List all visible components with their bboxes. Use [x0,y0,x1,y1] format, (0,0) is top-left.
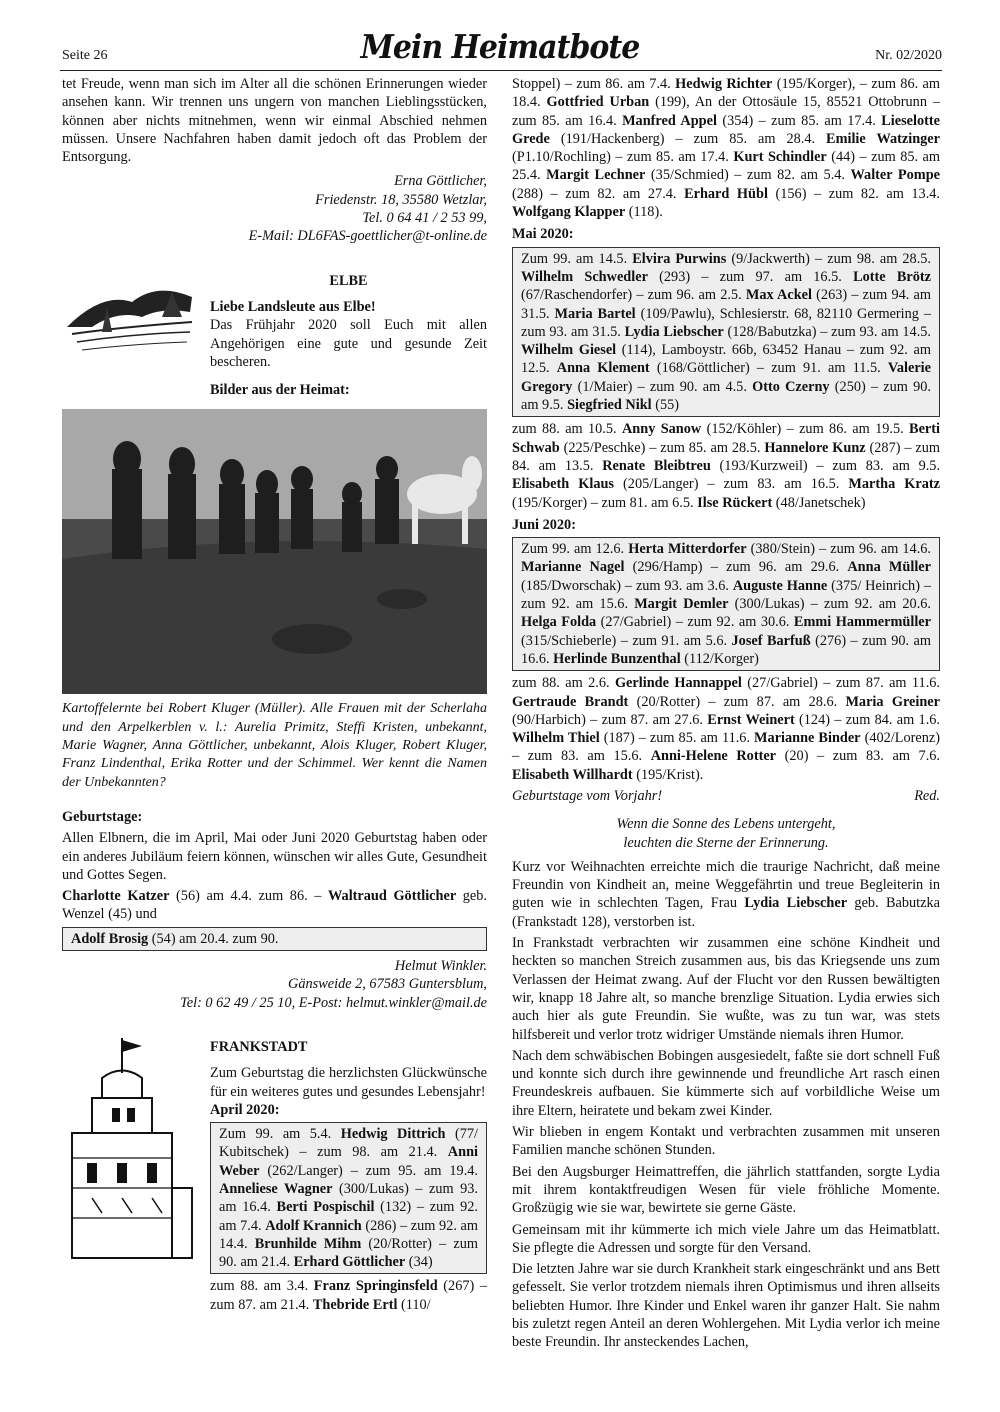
text-run: (288) – zum 82. am 27.4. [512,185,685,202]
text-run: (375/ Heinrich) – zum 92. am 15.6. [521,577,931,613]
person-name: Lydia Liebscher [624,323,724,340]
text-run: (54) am 20.4. zum 90. [148,930,279,947]
text-run: (109/Pawlu), Schlesierstr. 68, 82110 Germering – zum 93. am 31.5. [521,305,932,340]
text-run: (205/Langer) – zum 83. am 16.5. [614,476,849,493]
harvest-photo [62,409,487,694]
text-run: (56) am 4.4. zum 86. – [169,888,329,905]
text-run: (300/Lukas) – zum 93. am 16.4. [219,1180,478,1216]
signature-goettlicher: Erna Göttlicher, Friedenstr. 18, 35580 Wetzlar, Tel. 0 64 41 / 2 53 99, E-Mail: DL6FAS-goettlicher@t-online.de [248,173,487,245]
person-name: Adolf Brosig [71,930,149,947]
text-run: (402/Lorenz) – zum 83. am 15.6. [512,730,940,765]
person-name: Charlotte Katzer [62,888,170,905]
juni-heading: Juni 2020: [512,516,576,533]
person-name: Herlinde Bunzenthal [553,650,681,667]
text-run: (193/Kurzweil) – zum 83. am 9.5. [710,457,941,474]
person-name: Margit Lechner [546,167,646,184]
right-column [512,75,940,1355]
text-run: (199), An der Ottosäule 15, 85521 Ottobrunn – zum 85. am 16.4. [512,94,940,129]
person-name: Manfred Appel [622,112,717,129]
person-name: Erhard Hübl [684,185,768,202]
photo-caption: Kartoffelernte bei Robert Kluger (Müller). Alle Frauen mit der Scherlaha und den Arpelkerblen v. l.: Aurelia Primitz, Steffi Kristen, unbekannt, Marie Wagner, Anna Göttlicher, unbekannt, Alois Kluger, Robert Kluger, Franz Lindenthal, Erika Rotter und der Schimmel. Wer kennt die Namen der Unbekannten? [62,701,487,790]
text-run: (262/Langer) – zum 95. am 19.4. [259,1162,478,1179]
juni-after [512,674,940,784]
text-run: (191/Hackenberg) – zum 85. am 28.4. [549,130,827,147]
person-name: Siegfried Nikl [567,397,652,414]
april-continued [512,75,940,221]
text-run: Zum 99. am 5.4. [219,1126,341,1143]
frankstadt-text: Zum Geburtstag die herzlichsten Glückwünsche für ein weiteres gutes und gesundes Lebensjahr! [210,1065,487,1100]
person-name: Wilhelm Schwedler [521,268,648,285]
text-run: (296/Hamp) – zum 96. am 29.6. [624,559,848,576]
person-name: Marianne Binder [754,730,861,747]
person-name: Hannelore Kunz [764,439,866,456]
editor-note: Geburtstage vom Vorjahr! Red. [512,787,940,804]
elbe-birthday-box [62,927,487,951]
text-run: (20/Rotter) – zum 90. am 21.4. [219,1235,478,1271]
text-run: (250) – zum 90. am 9.5. [521,378,931,414]
text-run: (195/Krist). [632,766,704,783]
text-run: (55) [651,397,680,414]
pictures-heading: Bilder aus der Heimat: [210,382,350,399]
text-run: (287) – zum 84. am 13.5. [512,439,941,474]
text-run: (20) – zum 83. am 7.6. [776,748,940,765]
elbe-greeting: Liebe Landsleute aus Elbe! [210,298,376,315]
text-run: (263) – zum 94. am 31.5. [521,287,931,322]
person-name: Ilse Rückert [697,494,773,511]
person-name: Ernst Weinert [707,711,795,728]
person-name: Anneliese Wagner [219,1180,333,1197]
text-run: (1/Maier) – zum 90. am 4.5. [572,378,753,395]
elbe-birthday-list [62,887,487,924]
text-run: (276) – zum 90. am 16.6. [521,632,931,667]
april-after [210,1277,487,1314]
text-run: Kurz vor Weihnachten erreichte mich die traurige Nachricht, daß meine Freundin von Kindheit an, meine Weggefährtin und treue Begleiterin in guten wie in schlechten Tagen, Frau [512,858,940,912]
text-run: zum 88. am 3.4. [210,1278,314,1295]
birthdays-text: Allen Elbnern, die im April, Mai oder Juni 2020 Geburtstag haben oder ein anderes Jubiläum feiern können, wünschen wir alles Gute, Gesundheit und Gottes Segen. [62,830,487,883]
obituary-paragraph: Nach dem schwäbischen Bobingen ausgesiedelt, faßte sie dort schnell Fuß und konnte sich durch ihre gewinnende und freundliche Art rasch einen Freundeskreis aufbauen. Sie kümmerte sich auf vorbildliche Weise um ihre Eltern, heiratete und bekam zwei Kinder. [512,1047,940,1119]
page-number: Seite 26 [62,48,108,63]
text-run: (9/Jackwerth) – zum 98. am 28.5. [726,250,931,267]
person-name: Lieselotte Grede [512,112,940,147]
person-name: Emmi Hammermüller [793,614,931,631]
person-name: Thebride Ertl [312,1296,398,1313]
person-name: Franz Springinsfeld [313,1278,438,1295]
person-name: Anny Sanow [621,421,702,438]
person-name: Erhard Göttlicher [293,1254,406,1271]
mai-after [512,420,940,511]
obituary-paragraph: Wir blieben in engem Kontakt und verbrachten zusammen mit unseren Familien manche schönen Stunden. [512,1124,940,1159]
text-run: zum 88. am 10.5. [512,421,622,438]
person-name: Anna Müller [847,559,932,576]
elbe-landscape-icon [62,272,202,400]
text-run: (293) – zum 97. am 16.5. [647,268,854,285]
person-name: Martha Kratz [848,476,940,493]
text-run: (380/Stein) – zum 96. am 14.6. [746,541,932,558]
signature-winkler: Helmut Winkler. Gänsweide 2, 67583 Guntersblum, Tel: 0 62 49 / 25 10, E-Post: helmut.winkler@mail.de [180,958,487,1011]
issue-number: Nr. 02/2020 [875,48,942,63]
april-heading: April 2020: [210,1101,280,1118]
person-name: Emilie Watzinger [826,130,940,147]
text-run: (354) – zum 85. am 17.4. [716,112,882,129]
masthead-title: Mein Heimatbote [360,28,640,67]
person-name: Gottfried Urban [546,94,650,111]
april-box [210,1122,487,1274]
text-run: Zum 99. am 14.5. [521,250,633,267]
person-name: Adolf Krannich [265,1217,362,1234]
text-run: (118). [625,204,663,221]
juni-box [512,537,940,671]
person-name: Anni Weber [219,1144,478,1179]
text-run: (48/Janetschek) [772,494,866,511]
text-run: geb. Babutzka (Frankstadt 128), verstorben ist. [512,895,940,930]
text-run: (77/ Kubitschek) – zum 98. am 21.4. [219,1126,478,1161]
mai-heading: Mai 2020: [512,226,574,243]
person-name: Wilhelm Giesel [521,342,617,359]
text-run: (124) – zum 84. am 1.6. [794,711,940,728]
person-name: Renate Bleibtreu [602,457,711,474]
person-name: Anna Klement [556,360,650,377]
person-name: Otto Czerny [752,378,830,395]
person-name: Lotte Brötz [853,268,931,285]
text-run: (300/Lukas) – zum 92. am 20.6. [728,596,931,613]
obituary-paragraph: Bei den Augsburger Heimattreffen, die jährlich stattfanden, sorgte Lydia mit ihrem kontaktfreudigen Wesen für viele fröhliche Momente. Großzügig wie sie war, bewirtete sie gerne Gäste. [512,1163,940,1217]
person-name: Wolfgang Klapper [512,204,626,221]
text-run: Stoppel) – zum 86. am 7.4. [512,76,676,92]
person-name: Elvira Purwins [632,250,727,267]
person-name: Hedwig Dittrich [340,1126,446,1143]
person-name: Elisabeth Klaus [512,476,614,493]
person-name: Auguste Hanne [732,577,828,594]
intro-paragraph: tet Freude, wenn man sich im Alter all die schönen Erinnerungen wieder ansehen kann. Wir trennen uns ungern von manchen Lieblingsstücken, können aber nichts mitnehmen, wenn wir einmal Abschied nehmen müssen. Unsere Nachfahren haben damit jedoch oft das Problem der Entsorgung. [62,76,487,166]
poem: Wenn die Sonne des Lebens untergeht, leuchten die Sterne der Erinnerung. [616,816,836,851]
text-run: (168/Göttlicher) – zum 91. am 11.5. [649,360,888,377]
person-name: Brunhilde Mihm [254,1235,362,1252]
text-run: (P1.10/Rochling) – zum 85. am 17.4. [512,149,734,166]
person-name: Waltraud Göttlicher [328,888,457,905]
person-name: Kurt Schindler [733,149,827,166]
text-run: (225/Peschke) – zum 85. am 28.5. [559,439,765,456]
header-rule [60,70,942,71]
text-run: (315/Schieberle) – zum 91. am 5.6. [521,632,732,649]
person-name: Berti Pospischil [276,1199,375,1216]
birthdays-heading: Geburtstage: [62,808,143,825]
person-name: Valerie Gregory [521,360,931,395]
text-run: (67/Raschendorfer) – zum 96. am 2.5. [521,287,746,304]
mai-box [512,247,940,418]
castle-tower-icon [62,1038,202,1278]
obituary-paragraph: In Frankstadt verbrachten wir zusammen eine schöne Kindheit und heckten so manchen Streich zusammen aus, bis das Kriegsende uns zum Verlassen der Heimat zwang. Auf der Flucht vor den Russen bewältigten wir, knapp 18 Jahre alt, so manche brenzlige Situation. Lydia erwies sich auch hier als gute Freundin. Sie wußte, was zu tun war, was stets hilfsbereit und verlor trotz widriger Umstände niemals ihren Humor. [512,935,940,1043]
text-run: (195/Korger), – zum 86. am 18.4. [512,76,940,111]
person-name: Berti Schwab [512,421,941,456]
person-name: Josef Barfuß [731,632,811,649]
person-name: Helga Folda [521,614,597,631]
obituary-paragraph: Die letzten Jahre war sie durch Krankheit stark eingeschränkt und ans Bett gefesselt. Sie verlor trotzdem niemals ihren Optimismus und ihren allseits beliebten Humor. Ihre Kinder und Enkel waren ihr ganzer Halt. Sie nahm bis zuletzt regen Anteil an deren Wohlergehen. Mit Lydia verlor ich meine beste Freundin. Ihr ansteckendes Lachen, [512,1261,940,1351]
text-run: (27/Gabriel) – zum 87. am 11.6. [741,675,940,692]
person-name: Wilhelm Thiel [512,730,600,747]
text-run: (34) [405,1254,433,1271]
person-name: Gerlinde Hannappel [614,675,742,692]
text-run: (132) – zum 92. am 7.4. [219,1199,478,1234]
text-run: (112/Korger) [680,650,759,667]
text-run: geb. Wenzel (45) und [62,888,487,923]
text-run: (114), Lamboystr. 66b, 63452 Hanau – zum 92. am 12.5. [521,342,931,377]
person-name: Lydia Liebscher [744,895,848,912]
person-name: Max Ackel [745,287,812,304]
text-run: (185/Dworschak) – zum 93. am 3.6. [521,577,733,594]
person-name: Anni-Helene Rotter [650,748,777,765]
obituary-paragraph: Gemeinsam mit ihr kümmerte ich mich viele Jahre um das Heimatblatt. Sie pflegte die Adressen und sorgte für den Versand. [512,1221,940,1256]
text-run: Zum 99. am 12.6. [521,541,629,558]
text-run: (44) – zum 85. am 25.4. [512,149,940,184]
frankstadt-section [62,1038,487,1278]
left-column [62,75,487,1317]
text-run: (90/Harbich) – zum 87. am 27.6. [512,711,708,728]
person-name: Elisabeth Willhardt [512,766,633,783]
text-run: (35/Schmied) – zum 82. am 5.4. [645,167,851,184]
person-name: Hedwig Richter [675,76,773,92]
person-name: Margit Demler [634,596,729,613]
elbe-title: ELBE [329,272,368,289]
text-run: zum 88. am 2.6. [512,675,615,692]
person-name: Maria Bartel [554,305,636,322]
person-name: Herta Mitterdorfer [628,541,747,558]
text-run: (267) – zum 87. am 21.4. [210,1278,487,1313]
text-run: (286) – zum 92. am 14.4. [219,1217,478,1252]
text-run: (110/ [397,1296,431,1313]
person-name: Marianne Nagel [521,559,625,576]
person-name: Gertraude Brandt [512,693,629,710]
person-name: Maria Greiner [845,693,940,710]
text-run: (195/Korger) – zum 81. am 6.5. [512,494,698,511]
text-run: (128/Babutzka) – zum 93. am 14.5. [723,323,932,340]
text-run: (152/Köhler) – zum 86. am 19.5. [701,421,910,438]
frankstadt-title: FRANKSTADT [210,1038,308,1055]
obituary-intro [512,858,940,931]
text-run: (156) – zum 82. am 13.4. [767,185,940,202]
text-run: (20/Rotter) – zum 87. am 28.6. [628,693,846,710]
person-name: Walter Pompe [850,167,940,184]
text-run: (187) – zum 85. am 11.6. [599,730,755,747]
elbe-section [62,272,487,400]
elbe-text: Das Frühjahr 2020 soll Euch mit allen Angehörigen eine gute und gesunde Zeit bescheren. [210,317,487,370]
text-run: (27/Gabriel) – zum 92. am 30.6. [596,614,794,631]
